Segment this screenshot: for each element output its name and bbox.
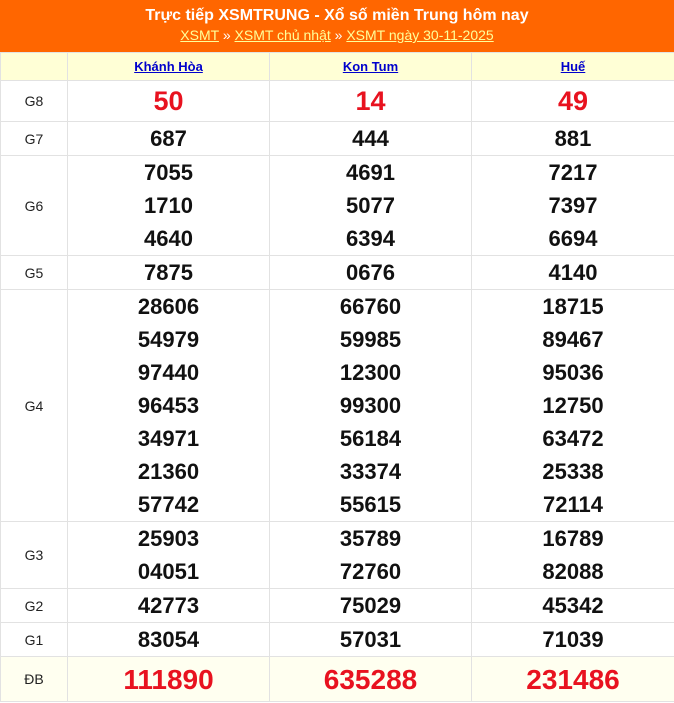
breadcrumb-separator: » [334,27,343,43]
province-header [472,53,674,81]
result-number: 21360 [137,459,200,484]
result-cell [270,290,472,522]
province-header [68,53,270,81]
result-cell [472,522,674,589]
province-header [270,53,472,81]
result-number: 99300 [339,393,402,418]
result-cell [68,657,270,702]
result-cell [270,522,472,589]
breadcrumb-xsmt-date[interactable]: XSMT ngày 30-11-2025 [346,27,494,43]
result-cell [270,156,472,256]
prize-row [1,623,674,657]
result-cell [472,156,674,256]
result-number: 687 [150,126,187,151]
result-number: 7055 [144,160,193,185]
breadcrumb [0,26,674,45]
result-number: 83054 [137,627,200,652]
prize-label: ĐB [1,657,68,702]
result-number: 71039 [542,627,604,652]
prize-row [1,156,674,256]
prize-row [1,657,674,702]
page-title: Trực tiếp XSMTRUNG - Xổ số miền Trung hôm nay [145,7,529,24]
result-cell [472,256,674,290]
result-cell [270,122,472,156]
result-cell [68,156,270,256]
result-number: 49 [557,85,589,116]
province-link-hue[interactable]: Huế [560,59,586,74]
result-number: 63472 [542,426,604,451]
result-number: 111890 [123,663,214,695]
result-number: 95036 [542,360,604,385]
result-number: 34971 [137,426,200,451]
prize-label: G6 [1,156,68,256]
result-cell [68,122,270,156]
prize-label: G4 [1,290,68,522]
result-number: 66760 [339,294,402,319]
result-number: 50 [153,85,184,116]
result-cell [472,657,674,702]
result-number: 25903 [137,526,200,551]
result-number: 33374 [339,459,402,484]
result-number: 7397 [548,193,598,218]
result-number: 231486 [526,663,620,695]
province-link-kon-tum[interactable]: Kon Tum [342,59,399,74]
page-header [0,0,674,52]
result-number: 4140 [548,260,598,285]
result-number: 0676 [346,260,395,285]
result-cell [68,81,270,122]
prize-row [1,256,674,290]
result-number: 35789 [339,526,402,551]
prize-label: G5 [1,256,68,290]
result-cell [270,657,472,702]
result-number: 6394 [346,226,395,251]
prize-label: G8 [1,81,68,122]
result-cell [472,290,674,522]
prize-label: G1 [1,623,68,657]
result-number: 75029 [339,593,402,618]
result-cell [270,256,472,290]
province-link-khanh-hoa[interactable]: Khánh Hòa [134,59,203,74]
result-number: 28606 [137,294,200,319]
result-cell [472,623,674,657]
result-number: 14 [355,85,386,116]
result-number: 56184 [339,426,402,451]
result-number: 97440 [137,360,200,385]
result-cell [68,589,270,623]
result-number: 55615 [339,492,402,517]
result-number: 635288 [323,663,418,695]
prize-label: G2 [1,589,68,623]
result-cell [68,256,270,290]
result-cell [472,81,674,122]
result-number: 45342 [542,593,604,618]
result-cell [68,290,270,522]
result-cell [270,623,472,657]
result-number: 6694 [548,226,598,251]
result-number: 12750 [542,393,604,418]
result-number: 54979 [137,327,200,352]
result-number: 18715 [542,294,604,319]
result-number: 89467 [542,327,604,352]
result-number: 7217 [548,160,598,185]
result-number: 59985 [339,327,402,352]
result-number: 25338 [542,459,604,484]
breadcrumb-separator: » [222,27,231,43]
result-number: 4691 [346,160,395,185]
prize-label: G3 [1,522,68,589]
result-number: 96453 [137,393,200,418]
results-table [0,52,674,702]
result-number: 42773 [137,593,200,618]
result-cell [68,522,270,589]
result-number: 57031 [339,627,402,652]
result-number: 82088 [542,559,604,584]
result-number: 7875 [144,260,193,285]
prize-row [1,522,674,589]
result-number: 57742 [137,492,200,517]
result-number: 444 [352,126,389,151]
result-number: 72760 [339,559,402,584]
result-cell [270,589,472,623]
result-number: 72114 [543,492,603,517]
result-number: 16789 [542,526,604,551]
breadcrumb-xsmt[interactable]: XSMT [180,27,219,43]
result-cell [270,81,472,122]
breadcrumb-xsmt-sunday[interactable]: XSMT chủ nhật [234,27,331,43]
result-number: 1710 [144,193,193,218]
result-number: 5077 [346,193,395,218]
header-corner [1,53,68,81]
prize-row [1,589,674,623]
results-body [1,81,674,702]
table-header-row [1,53,674,81]
prize-row [1,81,674,122]
prize-label: G7 [1,122,68,156]
result-cell [68,623,270,657]
result-cell [472,589,674,623]
prize-row [1,122,674,156]
result-cell [472,122,674,156]
prize-row [1,290,674,522]
result-number: 04051 [137,559,200,584]
result-number: 4640 [144,226,193,251]
result-number: 12300 [339,360,402,385]
result-number: 881 [554,126,592,151]
